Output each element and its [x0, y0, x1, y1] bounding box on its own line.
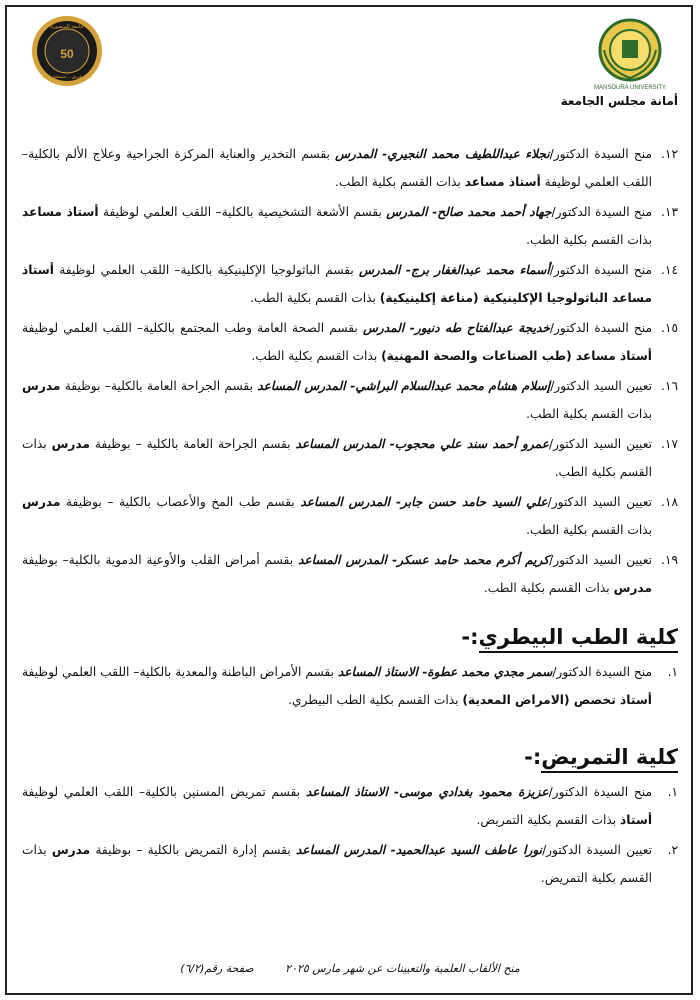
person-name: نجلاء عبداللطيف محمد النجيري- المدرس — [335, 147, 550, 161]
item-prefix: تعيين السيد الدكتور/ — [548, 437, 653, 451]
section-title: كلية الطب البيطري — [479, 625, 678, 653]
item-suffix: بذات القسم بكلية الطب. — [22, 437, 652, 479]
item-number: ١٣. — [661, 205, 678, 219]
academic-title: مدرس — [22, 495, 61, 509]
item-prefix: تعيين السيد الدكتور/ — [547, 495, 652, 509]
academic-title: أستاذ مساعد (طب الصناعات والصحة المهنية) — [381, 349, 652, 363]
nursing-list — [22, 778, 678, 892]
item-text — [22, 430, 652, 486]
item-suffix: بذات القسم بكلية الطب. — [251, 349, 382, 363]
list-item — [22, 314, 678, 370]
section-suffix: :- — [461, 625, 479, 649]
item-text — [22, 836, 652, 892]
item-number: ١٤. — [661, 263, 678, 277]
academic-title: مدرس — [51, 437, 90, 451]
person-name: عزيزة محمود بغدادي موسى- الاستاذ المساعد — [305, 785, 549, 799]
50-year-anniversary-logo — [30, 14, 104, 88]
person-name: خديجة عبدالفتاح طه دنيور- المدرس — [362, 321, 550, 335]
list-item — [22, 488, 678, 544]
item-number: ١٦. — [661, 379, 678, 393]
item-suffix: بذات القسم بكلية الطب. — [526, 233, 652, 247]
department-name: أمانة مجلس الجامعة — [560, 94, 678, 108]
item-number: ١. — [667, 785, 678, 799]
list-item — [22, 430, 678, 486]
person-name: عمرو أحمد سند علي محجوب- المدرس المساعد — [295, 437, 549, 451]
item-prefix: تعيين السيدة الدكتور/ — [542, 843, 652, 857]
academic-title: مدرس — [51, 843, 91, 857]
item-text — [22, 314, 652, 370]
footer-description: منح الألقاب العلمية والتعيينات عن شهر مارس ٢٠٢٥ — [285, 962, 520, 975]
list-item — [22, 198, 678, 254]
item-suffix: بذات القسم بكلية التمريض. — [22, 843, 652, 885]
item-number: ١٧. — [661, 437, 678, 451]
item-prefix: منح السيدة الدكتور/ — [549, 321, 652, 335]
item-middle: بقسم الباثولوجيا الإكلينيكية بالكلية– اللقب العلمي لوظيفة — [53, 263, 360, 277]
item-text — [22, 658, 652, 714]
mansoura-university-logo — [590, 14, 670, 94]
item-suffix: بذات القسم بكلية الطب البيطري. — [288, 693, 463, 707]
item-prefix: منح السيدة الدكتور/ — [551, 205, 652, 219]
item-number: ١٢. — [661, 147, 678, 161]
section-title: كلية التمريض — [541, 745, 678, 773]
section-suffix: :- — [524, 745, 542, 769]
list-item — [22, 836, 678, 892]
item-middle: بقسم أمراض القلب والأوعية الدموية بالكلية– بوظيفة — [22, 553, 298, 567]
item-suffix: بذات القسم بكلية الطب. — [526, 407, 652, 421]
item-prefix: منح السيدة الدكتور/ — [552, 665, 652, 679]
item-middle: بقسم الصحة العامة وطب المجتمع بالكلية– اللقب العلمي لوظيفة — [22, 321, 363, 335]
item-suffix: بذات القسم بكلية الطب. — [334, 175, 465, 189]
item-suffix: بذات القسم بكلية الطب. — [250, 291, 380, 305]
item-text — [22, 140, 652, 196]
academic-title: أستاذ تخصص (الامراض المعدية) — [462, 693, 652, 707]
academic-title: أستاذ مساعد — [22, 205, 99, 219]
item-prefix: منح السيدة الدكتور/ — [549, 147, 652, 161]
list-item — [22, 546, 678, 602]
item-suffix: بذات القسم بكلية التمريض. — [476, 813, 621, 827]
item-prefix: تعيين السيد الدكتور/ — [550, 379, 652, 393]
academic-title: أستاذ مساعد الباثولوجيا الإكلينيكية (مناعة إكلينيكية) — [22, 263, 652, 305]
item-prefix: منح السيدة الدكتور/ — [548, 785, 652, 799]
item-number: ١٩. — [661, 553, 678, 567]
item-suffix: بذات القسم بكلية الطب. — [526, 523, 652, 537]
list-item — [22, 372, 678, 428]
item-text — [22, 778, 652, 834]
item-number: ١٥. — [661, 321, 678, 335]
person-name: إسلام هشام محمد عبدالسلام البراشي- المدرس المساعد — [257, 379, 551, 393]
item-prefix: تعيين السيد الدكتور/ — [549, 553, 652, 567]
item-text — [22, 198, 652, 254]
item-text — [22, 372, 652, 428]
section-heading-nursing — [22, 742, 678, 772]
item-middle: بقسم الأشعة التشخيصية بالكلية– اللقب العلمي لوظيفة — [98, 205, 387, 219]
person-name: أسماء محمد عبدالغفار برج- المدرس — [359, 263, 550, 277]
list-item — [22, 140, 678, 196]
veterinary-list — [22, 658, 678, 714]
academic-title: مدرس — [22, 379, 61, 393]
svg-text:50: 50 — [60, 47, 74, 61]
item-text — [22, 488, 652, 544]
academic-title: مدرس — [613, 581, 652, 595]
item-middle: بقسم التخدير والعناية المركزة الجراحية وعلاج الألم بالكلية– اللقب العلمي لوظيفة — [22, 147, 652, 189]
list-item — [22, 778, 678, 834]
person-name: علي السيد حامد حسن جابر- المدرس المساعد — [300, 495, 548, 509]
item-prefix: منح السيدة الدكتور/ — [549, 263, 652, 277]
item-text — [22, 256, 652, 312]
person-name: جهاد أحمد محمد صالح- المدرس — [386, 205, 552, 219]
item-number: ١. — [667, 665, 678, 679]
item-middle: بقسم إدارة التمريض بالكلية – بوظيفة — [90, 843, 296, 857]
item-number: ١٨. — [661, 495, 678, 509]
item-middle: بقسم الأمراض الباطنة والمعدية بالكلية– اللقب العلمي لوظيفة — [22, 665, 338, 679]
academic-title: أستاذ مساعد — [464, 175, 541, 189]
page-number: صفحة رقم(٦/٢) — [180, 962, 254, 975]
item-number: ٢. — [667, 843, 678, 857]
item-middle: بقسم الجراحة العامة بالكلية – بوظيفة — [89, 437, 296, 451]
item-middle: بقسم طب المخ والأعصاب بالكلية – بوظيفة — [60, 495, 301, 509]
svg-text:MANSOURA UNIVERSITY: MANSOURA UNIVERSITY — [593, 85, 667, 91]
person-name: سمر مجدي محمد عطوة- الاستاذ المساعد — [337, 665, 553, 679]
section-heading-veterinary — [22, 622, 678, 652]
page-footer — [0, 962, 700, 975]
person-name: كريم أكرم محمد حامد عسكر- المدرس المساعد — [297, 553, 550, 567]
document-body — [22, 140, 678, 894]
academic-title: أستاذ — [620, 813, 652, 827]
svg-text:جامعة المنصورة: جامعة المنصورة — [50, 24, 84, 30]
list-item — [22, 256, 678, 312]
item-suffix: بذات القسم بكلية الطب. — [483, 581, 614, 595]
item-text — [22, 546, 652, 602]
person-name: نورا عاطف السيد عبدالحميد- المدرس المساعد — [295, 843, 543, 857]
item-middle: بقسم تمريض المسنين بالكلية– اللقب العلمي لوظيفة — [22, 785, 306, 799]
list-item — [22, 658, 678, 714]
medicine-list — [22, 140, 678, 602]
svg-text:تاريخ عريق .. مستقبل واعد: تاريخ عريق .. مستقبل واعد — [41, 75, 93, 80]
item-middle: بقسم الجراحة العامة بالكلية– بوظيفة — [60, 379, 258, 393]
